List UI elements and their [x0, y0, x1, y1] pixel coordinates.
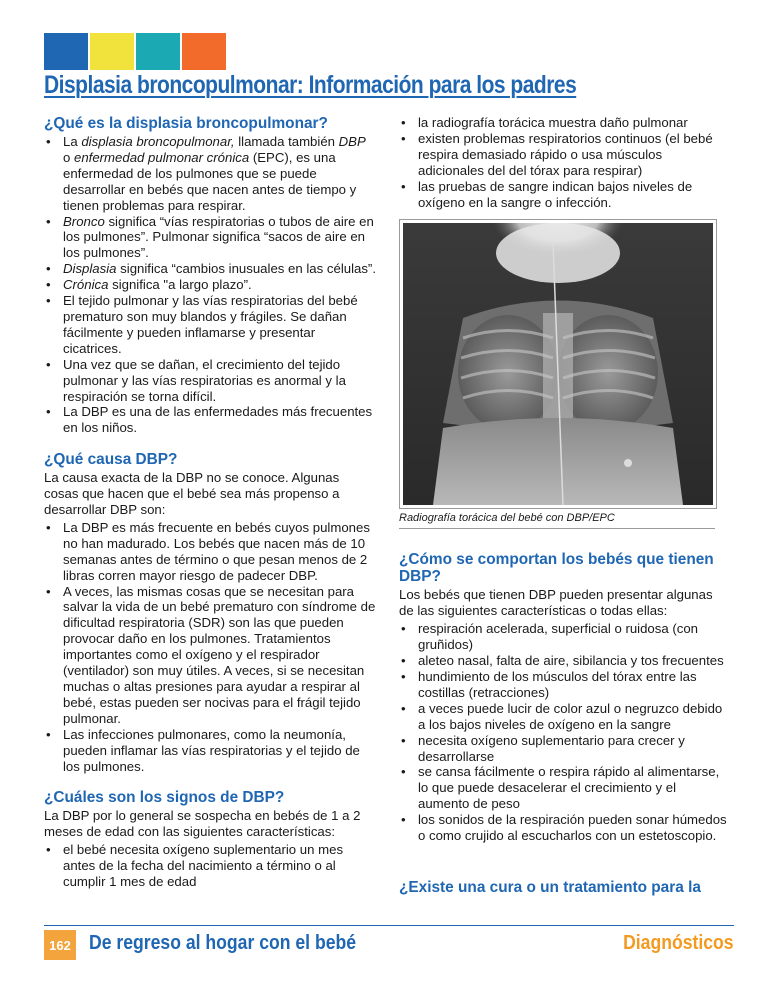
footer-book-title: De regreso al hogar con el bebé [89, 932, 357, 954]
list-item: • las pruebas de sangre indican bajos niveles de oxígeno en la sangre o infección. [399, 179, 729, 211]
section-heading: ¿Qué causa DBP? [44, 451, 178, 469]
list-item: • hundimiento de los músculos del tórax entre las costillas (retracciones) [399, 669, 729, 701]
list-item: • El tejido pulmonar y las vías respiratorias del bebé prematuro son muy blandos y frágiles. Se dañan fácilmente y pueden inflamarse y presentar cicatrices. [44, 293, 376, 357]
chest-xray-figure [399, 219, 717, 509]
section-heading: ¿Existe una cura o un tratamiento para la [399, 878, 701, 896]
list-item: • existen problemas respiratorios continuos (el bebé respira demasiado rápido o usa músculos adicionales del del tórax para respirar) [399, 131, 729, 179]
bullet-list [44, 134, 376, 436]
list-item: • el bebé necesita oxígeno suplementario un mes antes de la fecha del nacimiento a término o al cumplir 1 mes de edad [44, 842, 376, 890]
section-signs [44, 789, 376, 890]
list-item: • se cansa fácilmente o respira rápido al alimentarse, lo que puede desacelerar el crecimiento y el aumento de peso [399, 764, 729, 812]
list-item: • La DBP es una de las enfermedades más frecuentes en los niños. [44, 404, 376, 436]
list-item: • Displasia significa “cambios inusuales en las células”. [44, 261, 376, 277]
list-item: • Una vez que se dañan, el crecimiento del tejido pulmonar y las vías respiratorias es anormal y la respiración se torna difícil. [44, 357, 376, 405]
list-item: • La DBP es más frecuente en bebés cuyos pulmones no han madurado. Los bebés que nacen más de 10 semanas antes de término o que pesan menos de 2 libras corren mayor riesgo de padecer DBP. [44, 520, 376, 584]
figure-caption: Radiografía torácica del bebé con DBP/EPC [399, 510, 715, 529]
list-item: • necesita oxígeno suplementario para crecer y desarrollarse [399, 733, 729, 765]
section-behavior [399, 551, 729, 844]
footer-divider [44, 925, 734, 926]
list-item: • la radiografía torácica muestra daño pulmonar [399, 115, 729, 131]
list-item: • respiración acelerada, superficial o ruidosa (con gruñidos) [399, 621, 729, 653]
list-item: • los sonidos de la respiración pueden sonar húmedos o como crujido al escucharlos con un estetoscopio. [399, 812, 729, 844]
section-heading: ¿Cuáles son los signos de DBP? [44, 789, 285, 807]
page-title: Displasia broncopulmonar: Información para los padres [44, 71, 577, 99]
footer-section-name: Diagnósticos [623, 932, 734, 954]
bullet-list [399, 621, 729, 844]
yellow-square [90, 33, 134, 70]
bullet-list [44, 520, 376, 775]
color-squares [44, 33, 226, 70]
list-item: • Las infecciones pulmonares, como la neumonía, pueden inflamar las vías respiratorias y el tejido de los pulmones. [44, 727, 376, 775]
section-intro: La causa exacta de la DBP no se conoce. Algunas cosas que hacen que el bebé sea más propenso a desarrollar DBP son: [44, 470, 340, 518]
teal-square [136, 33, 180, 70]
section-heading: ¿Qué es la displasia broncopulmonar? [44, 115, 328, 132]
right-column [399, 115, 729, 896]
page-number-badge: 162 [44, 930, 76, 960]
list-item: • La displasia broncopulmonar, llamada también DBP o enfermedad pulmonar crónica (EPC), es una enfermedad de los pulmones que se puede desarrollar en bebés que nacen antes de tiempo y tienen problemas para respirar. [44, 134, 376, 214]
section-causes [44, 451, 376, 774]
bullet-list-continued [399, 115, 729, 210]
section-intro: Los bebés que tienen DBP pueden presentar algunas de las siguientes características o todas ellas: [399, 587, 713, 619]
left-column [44, 115, 376, 890]
list-item: • a veces puede lucir de color azul o negruzco debido a los bajos niveles de oxígeno en la sangre [399, 701, 729, 733]
list-item: • Bronco significa “vías respiratorias o tubos de aire en los pulmones”. Pulmonar significa “sacos de aire en los pulmones”. [44, 214, 376, 262]
list-item: • aleteo nasal, falta de aire, sibilancia y tos frecuentes [399, 653, 729, 669]
orange-square [182, 33, 226, 70]
chest-xray-image [403, 223, 713, 505]
section-heading: ¿Cómo se comportan los bebés que tienen DBP? [399, 551, 714, 586]
section-cure [399, 879, 729, 896]
list-item: • A veces, las mismas cosas que se necesitan para salvar la vida de un bebé prematuro con síndrome de dificultad respiratoria (SDR) son las que pueden provocar daño en los pulmones. Tratamientos importantes como el oxígeno y el respirador (ventilador) son muy útiles. A veces, si se necesitan muchas o altas presiones para ayudar a respirar al bebé, estas pueden ser nocivas para el frágil tejido pulmonar. [44, 584, 376, 727]
section-what-is-bpd [44, 115, 376, 436]
list-item: • Crónica significa "a largo plazo”. [44, 277, 376, 293]
bullet-list [44, 842, 376, 890]
section-intro: La DBP por lo general se sospecha en bebés de 1 a 2 meses de edad con las siguientes características: [44, 808, 361, 840]
blue-square [44, 33, 88, 70]
